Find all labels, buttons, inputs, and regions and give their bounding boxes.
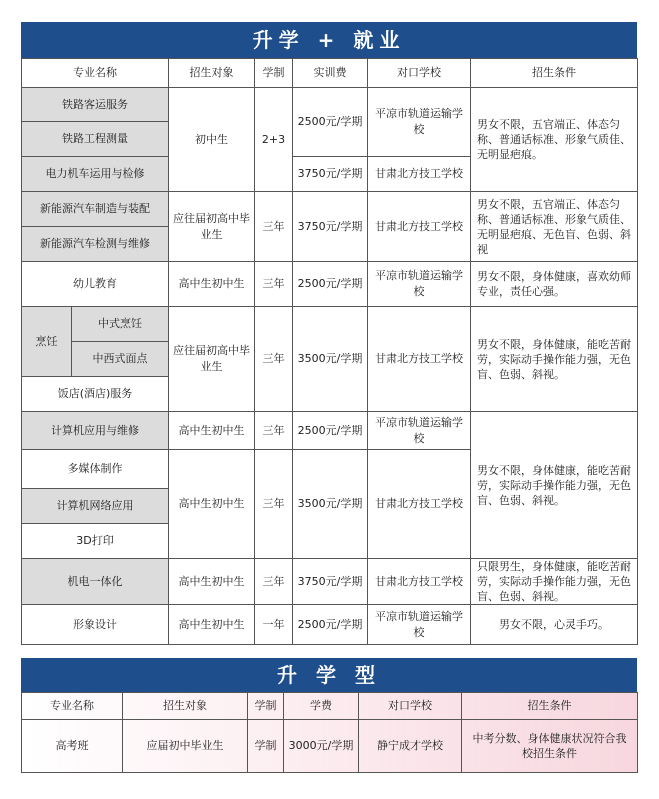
fee-cell: 2500元/学期 [293,412,368,450]
major-cell: 计算机应用与维修 [22,412,169,450]
section1-title: 升学 + 就业 [21,22,637,58]
target-cell: 高中生初中生 [169,262,255,307]
col-header-major: 专业名称 [22,693,123,720]
target-cell: 高中生初中生 [169,605,255,645]
school-cell: 平凉市轨道运输学校 [368,412,471,450]
major-cell: 高考班 [22,720,123,773]
col-header-target: 招生对象 [123,693,248,720]
cooking-label: 烹饪 [22,307,72,377]
condition-cell: 男女不限，身体健康，喜欢幼师专业，责任心强。 [471,262,638,307]
target-cell: 高中生初中生 [169,412,255,450]
condition-cell: 男女不限，身体健康，能吃苦耐劳，实际动手操作能力强，无色盲、色弱、斜视。 [471,307,638,412]
duration-cell: 三年 [255,559,293,605]
condition-cell: 中考分数、身体健康状况符合我校招生条件 [462,720,638,773]
header-row [22,693,638,720]
section1-table [21,58,638,645]
col-header-duration: 学制 [248,693,284,720]
duration-cell: 三年 [255,450,293,559]
table-row [22,720,638,773]
target-cell: 高中生初中生 [169,559,255,605]
major-cell: 3D打印 [22,524,169,559]
major-cell: 形象设计 [22,605,169,645]
col-header-fee: 学费 [284,693,359,720]
target-cell: 初中生 [169,88,255,192]
fee-cell: 3750元/学期 [293,192,368,262]
major-cell: 多媒体制作 [22,450,169,489]
major-cell: 新能源汽车检测与维修 [22,227,169,262]
fee-cell: 2500元/学期 [293,262,368,307]
target-cell: 高中生初中生 [169,450,255,559]
fee-cell: 3500元/学期 [293,450,368,559]
school-cell: 甘肃北方技工学校 [368,450,471,559]
school-cell: 甘肃北方技工学校 [368,157,471,192]
duration-cell: 一年 [255,605,293,645]
major-cell: 幼儿教育 [22,262,169,307]
major-cell: 中西式面点 [72,342,169,377]
fee-cell: 3750元/学期 [293,559,368,605]
section2-table [21,692,638,773]
target-cell: 应往届初高中毕业生 [169,192,255,262]
col-header-school: 对口学校 [368,59,471,88]
condition-cell: 男女不限，身体健康，能吃苦耐劳，实际动手操作能力强，无色盲、色弱、斜视。 [471,412,638,559]
condition-cell: 男女不限，心灵手巧。 [471,605,638,645]
fee-cell: 2500元/学期 [293,88,368,157]
target-cell: 应往届初高中毕业生 [169,307,255,412]
col-header-fee: 实训费 [293,59,368,88]
header-row [22,59,638,88]
condition-cell: 男女不限，五官端正、体态匀称、普通话标准、形象气质佳、无明显疤痕。 [471,88,638,192]
major-cell: 计算机网络应用 [22,489,169,524]
major-cell: 铁路工程测量 [22,122,169,157]
col-header-condition: 招生条件 [462,693,638,720]
fee-cell: 2500元/学期 [293,605,368,645]
school-cell: 甘肃北方技工学校 [368,192,471,262]
school-cell: 平凉市轨道运输学校 [368,262,471,307]
col-header-major: 专业名称 [22,59,169,88]
fee-cell: 3750元/学期 [293,157,368,192]
school-cell: 静宁成才学校 [359,720,462,773]
fee-cell: 3000元/学期 [284,720,359,773]
target-cell: 应届初中毕业生 [123,720,248,773]
col-header-school: 对口学校 [359,693,462,720]
condition-cell: 男女不限，五官端正、体态匀称、普通话标准、形象气质佳、无明显疤痕、无色盲、色弱、斜视 [471,192,638,262]
duration-cell: 三年 [255,412,293,450]
col-header-condition: 招生条件 [471,59,638,88]
major-cell: 饭店(酒店)服务 [22,377,169,412]
section2-title: 升 学 型 [21,658,637,692]
major-cell: 铁路客运服务 [22,88,169,122]
major-cell: 中式烹饪 [72,307,169,342]
condition-cell: 只限男生，身体健康，能吃苦耐劳，实际动手操作能力强，无色盲、色弱、斜视。 [471,559,638,605]
col-header-duration: 学制 [255,59,293,88]
duration-cell: 三年 [255,262,293,307]
school-cell: 甘肃北方技工学校 [368,307,471,412]
major-cell: 新能源汽车制造与装配 [22,192,169,227]
col-header-target: 招生对象 [169,59,255,88]
duration-cell: 2+3 [255,88,293,192]
major-cell: 机电一体化 [22,559,169,605]
section-upgrade-employment [21,22,637,645]
major-cell: 电力机车运用与检修 [22,157,169,192]
school-cell: 平凉市轨道运输学校 [368,605,471,645]
school-cell: 甘肃北方技工学校 [368,559,471,605]
duration-cell: 学制 [248,720,284,773]
duration-cell: 三年 [255,192,293,262]
duration-cell: 三年 [255,307,293,412]
section-upgrade-type [21,658,637,773]
school-cell: 平凉市轨道运输学校 [368,88,471,157]
fee-cell: 3500元/学期 [293,307,368,412]
